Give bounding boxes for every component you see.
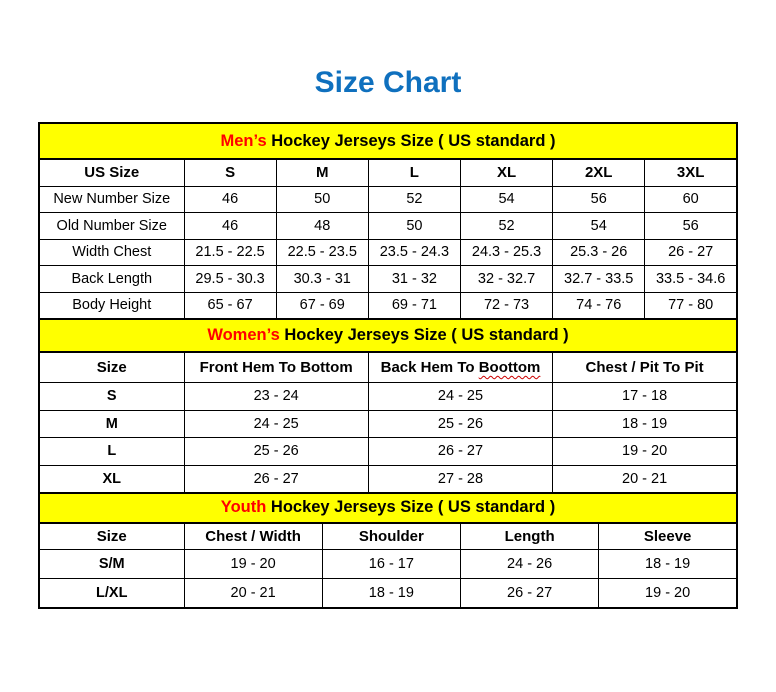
table-row (39, 186, 737, 213)
mens-header-row (39, 159, 737, 186)
size-value-cell: 26 - 27 (184, 465, 368, 493)
size-value-cell: 65 - 67 (184, 292, 276, 319)
size-value-cell: 18 - 19 (599, 550, 737, 579)
table-row (39, 383, 737, 411)
size-value-cell: 23.5 - 24.3 (368, 239, 460, 266)
size-value-cell: 20 - 21 (184, 579, 322, 608)
size-value-cell: 26 - 27 (461, 579, 599, 608)
size-value-cell: 50 (368, 213, 460, 240)
size-value-cell: 19 - 20 (599, 579, 737, 608)
table-row (39, 579, 737, 608)
column-header: Front Hem To Bottom (184, 352, 368, 383)
row-label: XL (39, 465, 184, 493)
banner-accent-word: Men’s (220, 131, 267, 150)
table-row (39, 213, 737, 240)
mens-size-table (38, 122, 738, 320)
size-value-cell: 32 - 32.7 (460, 266, 552, 293)
row-label: L/XL (39, 579, 184, 608)
column-header: Size (39, 523, 184, 550)
size-value-cell: 50 (276, 186, 368, 213)
womens-banner-row (39, 319, 737, 352)
size-value-cell: 24 - 25 (184, 410, 368, 438)
size-value-cell: 19 - 20 (553, 438, 737, 466)
size-value-cell: 25.3 - 26 (553, 239, 645, 266)
mens-section-banner (39, 123, 737, 159)
page-title: Size Chart (314, 66, 462, 99)
row-label: Width Chest (39, 239, 184, 266)
column-header: S (184, 159, 276, 186)
table-row (39, 266, 737, 293)
womens-size-table (38, 318, 738, 494)
column-header: Chest / Width (184, 523, 322, 550)
size-value-cell: 52 (460, 213, 552, 240)
column-header: XL (460, 159, 552, 186)
banner-text: Hockey Jerseys Size ( US standard ) (279, 325, 569, 344)
table-row (39, 239, 737, 266)
size-value-cell: 24 - 26 (461, 550, 599, 579)
size-value-cell: 22.5 - 23.5 (276, 239, 368, 266)
size-value-cell: 17 - 18 (553, 383, 737, 411)
banner-accent-word: Women’s (207, 325, 280, 344)
size-value-cell: 26 - 27 (368, 438, 552, 466)
banner-text: Hockey Jerseys Size ( US standard ) (266, 131, 556, 150)
size-value-cell: 25 - 26 (184, 438, 368, 466)
column-header: M (276, 159, 368, 186)
youth-header-row (39, 523, 737, 550)
size-value-cell: 54 (553, 213, 645, 240)
size-value-cell: 21.5 - 22.5 (184, 239, 276, 266)
size-value-cell: 31 - 32 (368, 266, 460, 293)
size-tables-container (38, 122, 738, 609)
size-value-cell: 77 - 80 (645, 292, 737, 319)
table-row (39, 410, 737, 438)
size-value-cell: 48 (276, 213, 368, 240)
row-label: New Number Size (39, 186, 184, 213)
womens-header-row (39, 352, 737, 383)
youth-size-table (38, 492, 738, 609)
size-value-cell: 69 - 71 (368, 292, 460, 319)
column-header: Length (461, 523, 599, 550)
size-value-cell: 72 - 73 (460, 292, 552, 319)
size-value-cell: 60 (645, 186, 737, 213)
size-value-cell: 52 (368, 186, 460, 213)
misspelled-word: Boottom (478, 358, 541, 376)
size-value-cell: 27 - 28 (368, 465, 552, 493)
column-header: Shoulder (322, 523, 460, 550)
row-label: Back Length (39, 266, 184, 293)
column-header-text: Back Hem To (380, 358, 479, 376)
table-row (39, 465, 737, 493)
table-row (39, 292, 737, 319)
size-value-cell: 46 (184, 213, 276, 240)
size-value-cell: 29.5 - 30.3 (184, 266, 276, 293)
mens-banner-row (39, 123, 737, 159)
row-label: M (39, 410, 184, 438)
column-header: Chest / Pit To Pit (553, 352, 737, 383)
youth-section-banner (39, 493, 737, 523)
row-label: S/M (39, 550, 184, 579)
size-value-cell: 25 - 26 (368, 410, 552, 438)
row-label: S (39, 383, 184, 411)
size-value-cell: 19 - 20 (184, 550, 322, 579)
column-header: Sleeve (599, 523, 737, 550)
row-label: L (39, 438, 184, 466)
table-row (39, 438, 737, 466)
row-label: Old Number Size (39, 213, 184, 240)
womens-section-banner (39, 319, 737, 352)
column-header: Size (39, 352, 184, 383)
size-value-cell: 74 - 76 (553, 292, 645, 319)
size-value-cell: 26 - 27 (645, 239, 737, 266)
size-value-cell: 18 - 19 (553, 410, 737, 438)
row-label: Body Height (39, 292, 184, 319)
size-value-cell: 30.3 - 31 (276, 266, 368, 293)
column-header: US Size (39, 159, 184, 186)
size-value-cell: 18 - 19 (322, 579, 460, 608)
size-value-cell: 56 (553, 186, 645, 213)
size-value-cell: 54 (460, 186, 552, 213)
size-value-cell: 46 (184, 186, 276, 213)
size-value-cell: 24 - 25 (368, 383, 552, 411)
size-value-cell: 56 (645, 213, 737, 240)
size-value-cell: 67 - 69 (276, 292, 368, 319)
column-header: 3XL (645, 159, 737, 186)
banner-text: Hockey Jerseys Size ( US standard ) (266, 498, 556, 516)
youth-banner-row (39, 493, 737, 523)
size-value-cell: 32.7 - 33.5 (553, 266, 645, 293)
banner-accent-word: Youth (220, 498, 267, 516)
size-value-cell: 33.5 - 34.6 (645, 266, 737, 293)
column-header (368, 352, 552, 383)
size-value-cell: 24.3 - 25.3 (460, 239, 552, 266)
size-value-cell: 20 - 21 (553, 465, 737, 493)
size-value-cell: 23 - 24 (184, 383, 368, 411)
column-header: L (368, 159, 460, 186)
table-row (39, 550, 737, 579)
size-value-cell: 16 - 17 (322, 550, 460, 579)
column-header: 2XL (553, 159, 645, 186)
